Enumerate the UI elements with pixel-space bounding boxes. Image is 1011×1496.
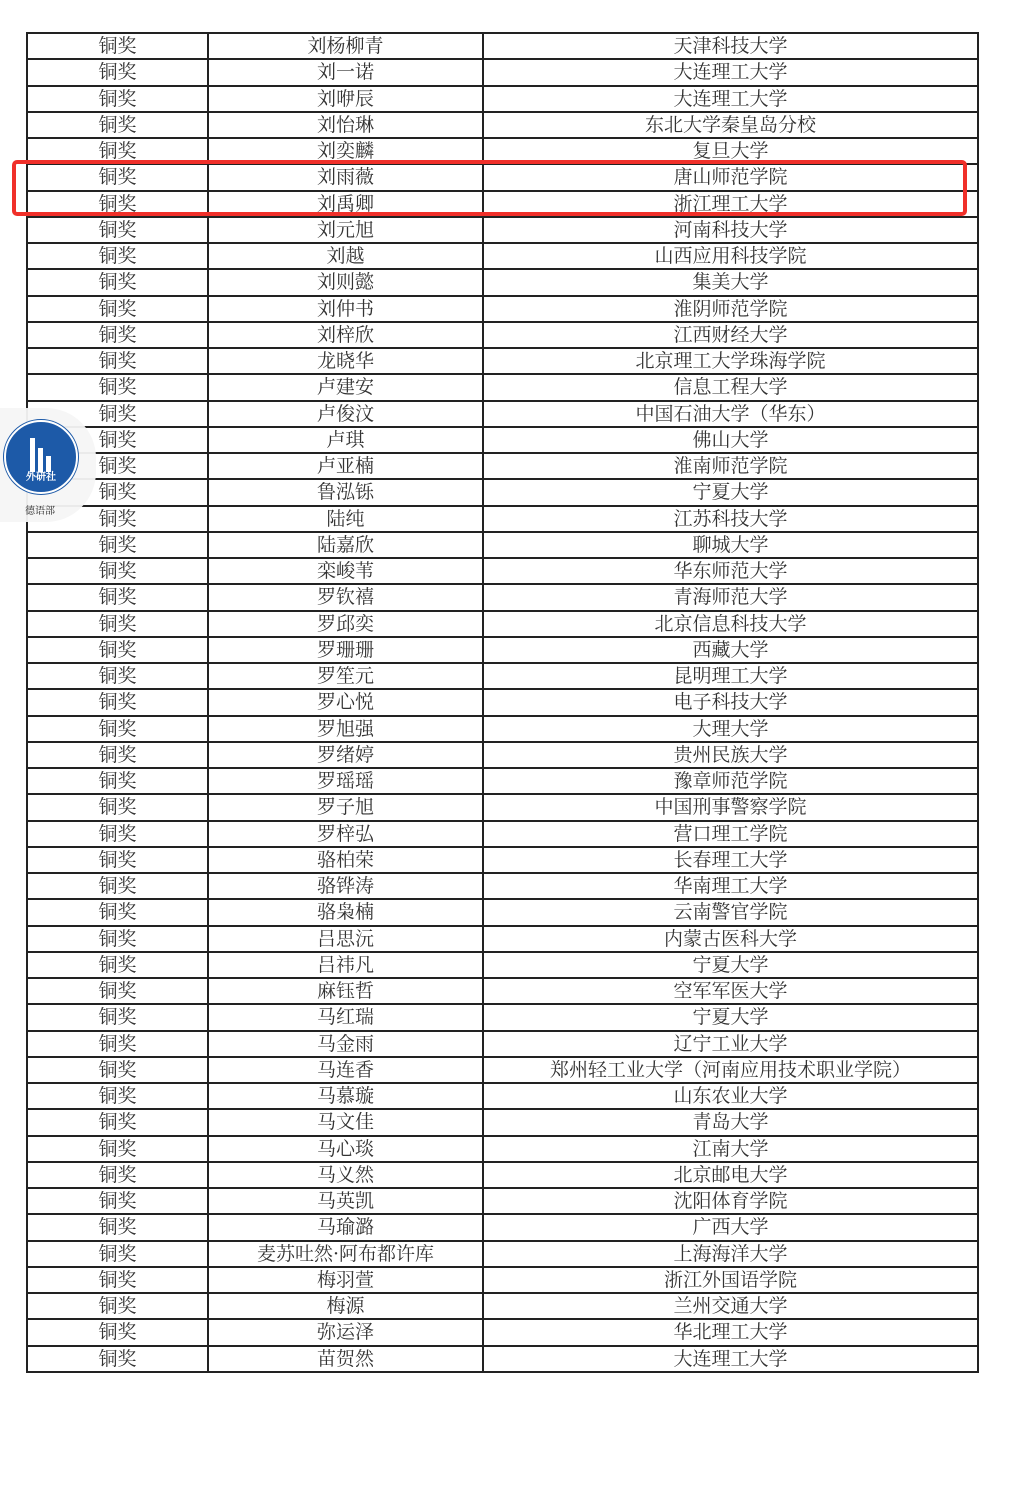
table-row xyxy=(27,1319,978,1345)
name-cell: 刘雨薇 xyxy=(208,164,483,190)
school-cell: 天津科技大学 xyxy=(483,33,978,59)
table-row xyxy=(27,374,978,400)
table-row xyxy=(27,1004,978,1030)
award-cell: 铜奖 xyxy=(27,1319,208,1345)
name-cell: 弥运泽 xyxy=(208,1319,483,1345)
school-cell: 佛山大学 xyxy=(483,427,978,453)
logo-press-name: 外研社 xyxy=(26,472,56,483)
award-cell: 铜奖 xyxy=(27,821,208,847)
name-cell: 陆纯 xyxy=(208,506,483,532)
school-cell: 华东师范大学 xyxy=(483,558,978,584)
school-cell: 西藏大学 xyxy=(483,637,978,663)
table-row xyxy=(27,952,978,978)
name-cell: 龙晓华 xyxy=(208,348,483,374)
name-cell: 罗绪婷 xyxy=(208,742,483,768)
table-row xyxy=(27,821,978,847)
award-cell: 铜奖 xyxy=(27,1293,208,1319)
award-cell: 铜奖 xyxy=(27,663,208,689)
school-cell: 北京理工大学珠海学院 xyxy=(483,348,978,374)
award-cell: 铜奖 xyxy=(27,322,208,348)
school-cell: 贵州民族大学 xyxy=(483,742,978,768)
award-cell: 铜奖 xyxy=(27,269,208,295)
table-row xyxy=(27,296,978,322)
school-cell: 华南理工大学 xyxy=(483,873,978,899)
table-row xyxy=(27,794,978,820)
name-cell: 刘一诺 xyxy=(208,59,483,85)
school-cell: 聊城大学 xyxy=(483,532,978,558)
school-cell: 山东农业大学 xyxy=(483,1083,978,1109)
award-cell: 铜奖 xyxy=(27,479,208,505)
school-cell: 电子科技大学 xyxy=(483,689,978,715)
name-cell: 陆嘉欣 xyxy=(208,532,483,558)
school-cell: 江苏科技大学 xyxy=(483,506,978,532)
award-cell: 铜奖 xyxy=(27,689,208,715)
school-cell: 辽宁工业大学 xyxy=(483,1031,978,1057)
school-cell: 广西大学 xyxy=(483,1214,978,1240)
table-row xyxy=(27,217,978,243)
school-cell: 复旦大学 xyxy=(483,138,978,164)
school-cell: 昆明理工大学 xyxy=(483,663,978,689)
name-cell: 刘咿辰 xyxy=(208,86,483,112)
award-cell: 铜奖 xyxy=(27,112,208,138)
table-row xyxy=(27,506,978,532)
school-cell: 大连理工大学 xyxy=(483,1346,978,1372)
name-cell: 苗贺然 xyxy=(208,1346,483,1372)
award-cell: 铜奖 xyxy=(27,1136,208,1162)
award-cell: 铜奖 xyxy=(27,637,208,663)
award-cell: 铜奖 xyxy=(27,217,208,243)
table-row xyxy=(27,427,978,453)
name-cell: 罗邱奕 xyxy=(208,611,483,637)
name-cell: 吕祎凡 xyxy=(208,952,483,978)
award-cell: 铜奖 xyxy=(27,1214,208,1240)
table-row xyxy=(27,1241,978,1267)
award-cell: 铜奖 xyxy=(27,1057,208,1083)
table-row xyxy=(27,1293,978,1319)
table-row xyxy=(27,873,978,899)
school-cell: 淮南师范学院 xyxy=(483,453,978,479)
name-cell: 罗钦禧 xyxy=(208,584,483,610)
name-cell: 刘怡琳 xyxy=(208,112,483,138)
award-cell: 铜奖 xyxy=(27,1267,208,1293)
school-cell: 东北大学秦皇岛分校 xyxy=(483,112,978,138)
table-row xyxy=(27,1109,978,1135)
name-cell: 刘奕麟 xyxy=(208,138,483,164)
table-row xyxy=(27,1083,978,1109)
school-cell: 大连理工大学 xyxy=(483,59,978,85)
name-cell: 麦苏吐然·阿布都许库 xyxy=(208,1241,483,1267)
name-cell: 鲁泓铄 xyxy=(208,479,483,505)
school-cell: 中国刑事警察学院 xyxy=(483,794,978,820)
school-cell: 兰州交通大学 xyxy=(483,1293,978,1319)
award-cell: 铜奖 xyxy=(27,86,208,112)
award-cell: 铜奖 xyxy=(27,899,208,925)
award-cell: 铜奖 xyxy=(27,33,208,59)
table-row xyxy=(27,1136,978,1162)
school-cell: 北京邮电大学 xyxy=(483,1162,978,1188)
award-cell: 铜奖 xyxy=(27,191,208,217)
award-cell: 铜奖 xyxy=(27,611,208,637)
name-cell: 马心琰 xyxy=(208,1136,483,1162)
award-table xyxy=(26,32,979,1373)
table-row xyxy=(27,269,978,295)
school-cell: 郑州轻工业大学（河南应用技术职业学院） xyxy=(483,1057,978,1083)
award-cell: 铜奖 xyxy=(27,427,208,453)
name-cell: 卢俊汶 xyxy=(208,401,483,427)
name-cell: 麻钰哲 xyxy=(208,978,483,1004)
name-cell: 马英凯 xyxy=(208,1188,483,1214)
table-row xyxy=(27,742,978,768)
name-cell: 梅羽萱 xyxy=(208,1267,483,1293)
name-cell: 马文佳 xyxy=(208,1109,483,1135)
table-row xyxy=(27,611,978,637)
award-table-body xyxy=(27,33,978,1372)
name-cell: 卢琪 xyxy=(208,427,483,453)
table-row xyxy=(27,768,978,794)
name-cell: 刘元旭 xyxy=(208,217,483,243)
award-cell: 铜奖 xyxy=(27,873,208,899)
table-row xyxy=(27,689,978,715)
name-cell: 卢亚楠 xyxy=(208,453,483,479)
table-row xyxy=(27,138,978,164)
name-cell: 骆枭楠 xyxy=(208,899,483,925)
award-cell: 铜奖 xyxy=(27,742,208,768)
award-cell: 铜奖 xyxy=(27,1188,208,1214)
table-row xyxy=(27,348,978,374)
table-row xyxy=(27,243,978,269)
name-cell: 马慕璇 xyxy=(208,1083,483,1109)
table-row xyxy=(27,1267,978,1293)
table-row xyxy=(27,479,978,505)
name-cell: 马瑜潞 xyxy=(208,1214,483,1240)
table-row xyxy=(27,1057,978,1083)
school-cell: 沈阳体育学院 xyxy=(483,1188,978,1214)
award-cell: 铜奖 xyxy=(27,296,208,322)
award-cell: 铜奖 xyxy=(27,926,208,952)
table-row xyxy=(27,1031,978,1057)
name-cell: 骆铧涛 xyxy=(208,873,483,899)
award-cell: 铜奖 xyxy=(27,794,208,820)
award-cell: 铜奖 xyxy=(27,952,208,978)
table-row xyxy=(27,1346,978,1372)
award-cell: 铜奖 xyxy=(27,506,208,532)
school-cell: 浙江外国语学院 xyxy=(483,1267,978,1293)
award-cell: 铜奖 xyxy=(27,768,208,794)
name-cell: 罗子旭 xyxy=(208,794,483,820)
school-cell: 大理大学 xyxy=(483,716,978,742)
award-cell: 铜奖 xyxy=(27,1162,208,1188)
table-row xyxy=(27,453,978,479)
school-cell: 中国石油大学（华东） xyxy=(483,401,978,427)
award-cell: 铜奖 xyxy=(27,59,208,85)
name-cell: 吕思沅 xyxy=(208,926,483,952)
award-cell: 铜奖 xyxy=(27,716,208,742)
name-cell: 罗瑶瑶 xyxy=(208,768,483,794)
table-row xyxy=(27,59,978,85)
school-cell: 长春理工大学 xyxy=(483,847,978,873)
table-row xyxy=(27,191,978,217)
table-row xyxy=(27,1188,978,1214)
table-row xyxy=(27,532,978,558)
name-cell: 刘越 xyxy=(208,243,483,269)
name-cell: 罗笙元 xyxy=(208,663,483,689)
school-cell: 唐山师范学院 xyxy=(483,164,978,190)
award-cell: 铜奖 xyxy=(27,1083,208,1109)
name-cell: 骆柏荣 xyxy=(208,847,483,873)
name-cell: 栾峻苇 xyxy=(208,558,483,584)
logo-emblem-icon xyxy=(4,420,78,494)
table-row xyxy=(27,847,978,873)
name-cell: 马义然 xyxy=(208,1162,483,1188)
name-cell: 刘则懿 xyxy=(208,269,483,295)
table-row xyxy=(27,33,978,59)
table-row xyxy=(27,663,978,689)
table-row-highlighted xyxy=(27,164,978,190)
table-row xyxy=(27,584,978,610)
publisher-logo-badge xyxy=(0,408,96,522)
award-cell: 铜奖 xyxy=(27,164,208,190)
name-cell: 刘梓欣 xyxy=(208,322,483,348)
school-cell: 江南大学 xyxy=(483,1136,978,1162)
table-row xyxy=(27,322,978,348)
school-cell: 云南警官学院 xyxy=(483,899,978,925)
award-cell: 铜奖 xyxy=(27,978,208,1004)
name-cell: 梅源 xyxy=(208,1293,483,1319)
name-cell: 卢建安 xyxy=(208,374,483,400)
table-row xyxy=(27,716,978,742)
award-cell: 铜奖 xyxy=(27,847,208,873)
school-cell: 宁夏大学 xyxy=(483,479,978,505)
table-row xyxy=(27,401,978,427)
school-cell: 淮阴师范学院 xyxy=(483,296,978,322)
award-cell: 铜奖 xyxy=(27,374,208,400)
award-cell: 铜奖 xyxy=(27,584,208,610)
table-row xyxy=(27,1162,978,1188)
school-cell: 江西财经大学 xyxy=(483,322,978,348)
award-cell: 铜奖 xyxy=(27,401,208,427)
table-row xyxy=(27,978,978,1004)
school-cell: 北京信息科技大学 xyxy=(483,611,978,637)
school-cell: 华北理工大学 xyxy=(483,1319,978,1345)
name-cell: 马连香 xyxy=(208,1057,483,1083)
table-row xyxy=(27,637,978,663)
award-cell: 铜奖 xyxy=(27,558,208,584)
name-cell: 罗珊珊 xyxy=(208,637,483,663)
award-cell: 铜奖 xyxy=(27,243,208,269)
logo-department: 德语部 xyxy=(25,506,55,517)
award-cell: 铜奖 xyxy=(27,532,208,558)
school-cell: 青岛大学 xyxy=(483,1109,978,1135)
table-row xyxy=(27,86,978,112)
name-cell: 马金雨 xyxy=(208,1031,483,1057)
award-cell: 铜奖 xyxy=(27,348,208,374)
award-cell: 铜奖 xyxy=(27,1241,208,1267)
school-cell: 集美大学 xyxy=(483,269,978,295)
school-cell: 宁夏大学 xyxy=(483,952,978,978)
award-cell: 铜奖 xyxy=(27,138,208,164)
school-cell: 内蒙古医科大学 xyxy=(483,926,978,952)
name-cell: 罗梓弘 xyxy=(208,821,483,847)
table-row xyxy=(27,899,978,925)
name-cell: 刘杨柳青 xyxy=(208,33,483,59)
award-cell: 铜奖 xyxy=(27,453,208,479)
award-cell: 铜奖 xyxy=(27,1004,208,1030)
school-cell: 青海师范大学 xyxy=(483,584,978,610)
school-cell: 河南科技大学 xyxy=(483,217,978,243)
award-cell: 铜奖 xyxy=(27,1031,208,1057)
table-row xyxy=(27,112,978,138)
name-cell: 罗旭强 xyxy=(208,716,483,742)
school-cell: 宁夏大学 xyxy=(483,1004,978,1030)
school-cell: 营口理工学院 xyxy=(483,821,978,847)
name-cell: 罗心悦 xyxy=(208,689,483,715)
name-cell: 刘仲书 xyxy=(208,296,483,322)
school-cell: 山西应用科技学院 xyxy=(483,243,978,269)
name-cell: 刘禹卿 xyxy=(208,191,483,217)
school-cell: 大连理工大学 xyxy=(483,86,978,112)
name-cell: 马红瑞 xyxy=(208,1004,483,1030)
school-cell: 上海海洋大学 xyxy=(483,1241,978,1267)
table-row xyxy=(27,926,978,952)
table-row xyxy=(27,558,978,584)
school-cell: 豫章师范学院 xyxy=(483,768,978,794)
school-cell: 空军军医大学 xyxy=(483,978,978,1004)
award-cell: 铜奖 xyxy=(27,1109,208,1135)
award-cell: 铜奖 xyxy=(27,1346,208,1372)
school-cell: 信息工程大学 xyxy=(483,374,978,400)
table-row xyxy=(27,1214,978,1240)
school-cell: 浙江理工大学 xyxy=(483,191,978,217)
